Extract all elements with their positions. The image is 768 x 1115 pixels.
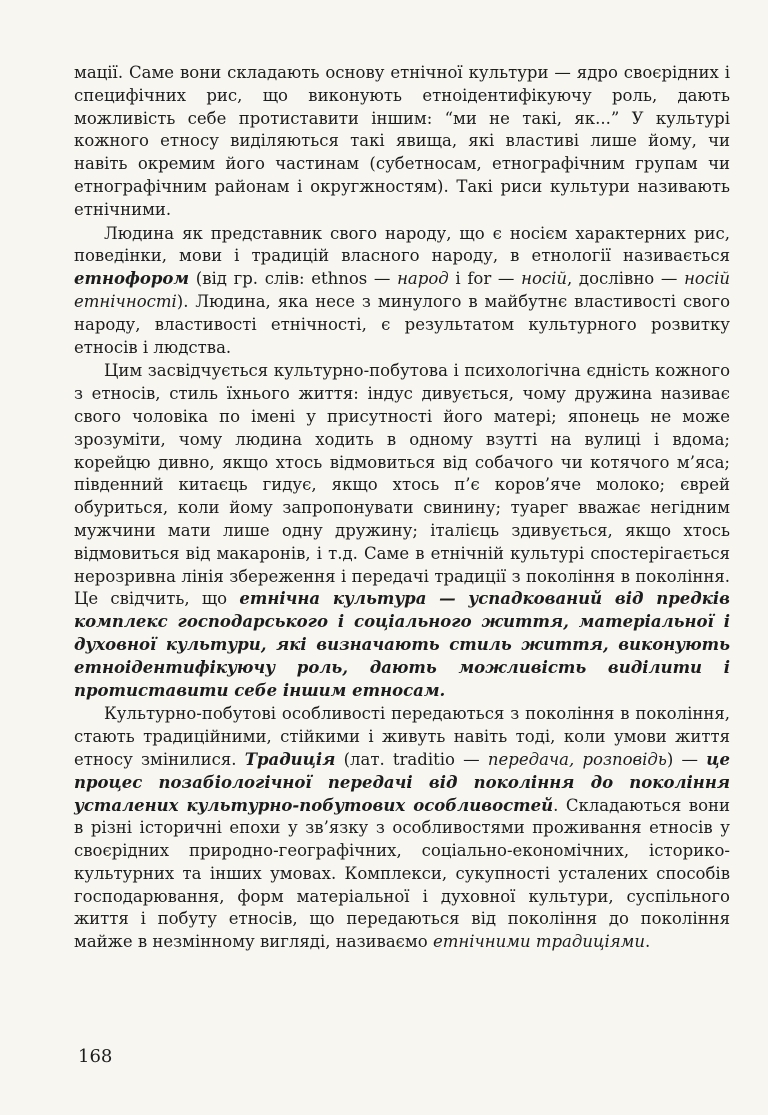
- term-ethnophor: етнофором: [74, 269, 190, 289]
- paragraph-4: Культурно-побутові особливості передаються з покоління в покоління, стають традиційними, стійкими і живуть навіть тоді, коли умови життя етносу змінилися. Традиція (лат. traditio — передача, розповідь) — це процес позабіологічної передачі від покоління до покоління усталених культурно-побутових особливостей. Складаються вони в різні історичні епохи у зв’язку з особливостями проживання етносів у своєрідних природно-географічних, соціально-економічних, історико-культурних та інших умовах. Комплекси, сукупності усталених способів господарювання, форм матеріальної і духовної культури, суспільного життя і побуту етносів, що передаються від покоління до покоління майже в незмінному вигляді, називаємо етнічними традиціями.: [74, 704, 730, 952]
- definition-tradition: це процес позабіологічної передачі від покоління до покоління усталених культурно-побутових особливостей: [74, 749, 730, 815]
- paragraph-2: Людина як представник свого народу, що є носієм характерних рис, поведінки, мови і традицій власного народу, в етнології називається етнофором (від гр. слів: ethnos — народ і for — носій, дослівно — носій етнічності). Людина, яка несе з минулого в майбутнє властивості свого народу, властивості етнічності, є результатом культурного розвитку етносів і людства.: [74, 223, 731, 357]
- definition-ethnic-culture: етнічна культура — успадкований від предків комплекс господарського і соціального життя, матеріальної і духовної культури, які визначають стиль життя, виконують етноідентифікуючу роль, дають можливість виділити і протиставити себе іншим етносам.: [74, 589, 730, 700]
- term-tradition: Традиція: [244, 749, 336, 769]
- paragraph-3: Цим засвідчується культурно-побутова і психологічна єдність кожного з етносів, стиль їхнього життя: індус дивується, чому дружина називає свого чоловіка по імені у присутності його матері; японець не може зрозуміти, чому людина ходить в одному взутті на вулиці і вдома; корейцю дивно, якщо хтось відмовиться від собачого чи котячого м’яса; південний китаєць гидує, якщо хтось п’є коров’яче молоко; єврей обуриться, коли йому запропонувати свинину; туарег вважає негідним мужчини мати лише одну дружину; італієць здивується, якщо хтось відмовиться від макаронів, і т.д. Саме в етнічній культурі спостерігається нерозривна лінія збереження і передачі традиції з покоління в покоління. Це свідчить, що етнічна культура — успадкований від предків комплекс господарського і соціального життя, матеріальної і духовної культури, які визначають стиль життя, виконують етноідентифікуючу роль, дають можливість виділити і протиставити себе іншим етносам.: [74, 361, 730, 700]
- paragraph-1: мації. Саме вони складають основу етнічної культури — ядро своєрідних і специфічних рис, що виконують етноідентифікуючу роль, дають можливість себе протиставити іншим: “ми не такі, як...” У культурі кожного етносу виділяються такі явища, які властиві лише йому, чи навіть окремим його частинам (субетносам, етнографічним групам чи етнографічним районам і округжностям). Такі риси культури називають етнічними.: [74, 63, 730, 219]
- term-ethnic-traditions: етнічними традиціями: [432, 932, 645, 952]
- page-body: [74, 62, 730, 954]
- page-number: 168: [78, 1046, 113, 1067]
